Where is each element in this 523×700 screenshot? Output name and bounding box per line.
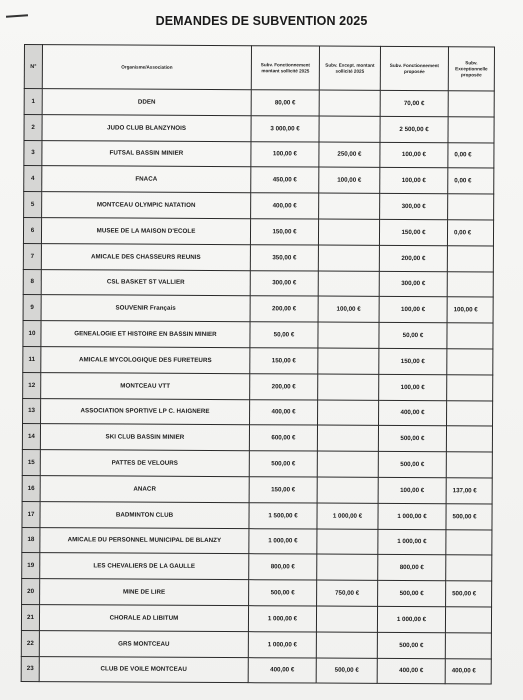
cell-requested-operating: 600,00 € [249, 425, 317, 451]
header-row [24, 45, 494, 91]
cell-proposed-operating: 500,00 € [378, 426, 446, 452]
cell-proposed-exceptional: 400,00 € [445, 658, 491, 684]
cell-org: DDEN [42, 89, 251, 116]
cell-proposed-operating: 800,00 € [378, 555, 446, 581]
cell-proposed-exceptional [447, 271, 493, 297]
cell-requested-operating: 50,00 € [250, 322, 318, 348]
cell-num: 15 [22, 450, 40, 476]
table-row [24, 192, 494, 220]
cell-proposed-exceptional [447, 323, 493, 349]
cell-proposed-exceptional [445, 632, 491, 658]
cell-proposed-exceptional: 500,00 € [446, 503, 492, 529]
cell-requested-exceptional [318, 245, 379, 271]
table-row [23, 295, 493, 323]
cell-requested-exceptional [318, 400, 379, 426]
cell-proposed-exceptional [447, 374, 493, 400]
table-row [22, 450, 492, 478]
cell-requested-operating: 1 500,00 € [249, 502, 317, 528]
cell-proposed-exceptional: 500,00 € [446, 581, 492, 607]
table-row [23, 269, 493, 297]
cell-num: 7 [23, 243, 41, 269]
cell-proposed-operating: 100,00 € [379, 374, 447, 400]
cell-requested-exceptional: 250,00 € [319, 142, 380, 168]
cell-proposed-operating: 300,00 € [379, 271, 447, 297]
cell-requested-exceptional [316, 606, 377, 632]
table-row [23, 217, 493, 245]
cell-org: CLUB DE VOILE MONTCEAU [39, 656, 248, 683]
cell-org: MONTCEAU VTT [41, 372, 250, 399]
cell-proposed-exceptional: 0,00 € [447, 220, 493, 246]
cell-requested-operating: 400,00 € [251, 193, 319, 219]
cell-proposed-exceptional: 100,00 € [447, 297, 493, 323]
table-row [23, 243, 493, 271]
cell-proposed-operating: 1 000,00 € [378, 529, 446, 555]
cell-org: FUTSAL BASSIN MINIER [42, 140, 251, 167]
cell-org: AMICALE DES CHASSEURS REUNIS [41, 243, 250, 270]
table-row [23, 346, 493, 374]
cell-org: AMICALE MYCOLOGIQUE DES FURETEURS [41, 347, 250, 374]
cell-proposed-operating: 100,00 € [380, 168, 448, 194]
cell-requested-operating: 150,00 € [250, 219, 318, 245]
cell-num: 23 [21, 656, 39, 682]
cell-proposed-operating: 500,00 € [377, 632, 445, 658]
cell-proposed-exceptional [447, 246, 493, 272]
table-row [21, 630, 491, 658]
cell-proposed-operating: 100,00 € [378, 477, 446, 503]
table-row [22, 424, 492, 452]
cell-requested-operating: 150,00 € [249, 477, 317, 503]
cell-num: 10 [23, 321, 41, 347]
cell-requested-operating: 100,00 € [251, 141, 319, 167]
table-row [23, 398, 493, 426]
cell-proposed-exceptional [448, 91, 494, 117]
cell-proposed-operating: 150,00 € [379, 348, 447, 374]
table-row [22, 579, 492, 607]
cell-requested-exceptional [317, 529, 378, 555]
cell-proposed-operating: 2 500,00 € [380, 116, 448, 142]
cell-org: MINE DE LIRE [40, 579, 249, 606]
header-org: Organisme/Association [42, 45, 251, 90]
cell-requested-exceptional [317, 477, 378, 503]
cell-proposed-exceptional [446, 555, 492, 581]
cell-requested-exceptional [318, 271, 379, 297]
header-requested-operating: Subv. Fonctionnement montant sollicité 2025 [251, 46, 319, 90]
cell-proposed-operating: 1 000,00 € [377, 606, 445, 632]
cell-proposed-operating: 400,00 € [379, 400, 447, 426]
cell-requested-exceptional [317, 451, 378, 477]
cell-proposed-exceptional [446, 529, 492, 555]
cell-requested-operating: 800,00 € [249, 554, 317, 580]
cell-requested-exceptional: 1 000,00 € [317, 503, 378, 529]
cell-num: 21 [21, 604, 39, 630]
cell-requested-operating: 1 000,00 € [248, 631, 316, 657]
cell-num: 11 [23, 346, 41, 372]
table-row [24, 89, 494, 117]
cell-org: SOUVENIR Français [41, 295, 250, 322]
cell-org: ANACR [40, 476, 249, 503]
cell-requested-exceptional: 100,00 € [319, 167, 380, 193]
table-header [24, 45, 494, 91]
cell-requested-operating: 1 000,00 € [249, 528, 317, 554]
cell-num: 2 [24, 114, 42, 140]
cell-proposed-exceptional [447, 400, 493, 426]
cell-num: 9 [23, 295, 41, 321]
table-row [22, 475, 492, 503]
cell-num: 8 [23, 269, 41, 295]
cell-num: 13 [23, 398, 41, 424]
cell-proposed-exceptional [446, 426, 492, 452]
cell-requested-operating: 400,00 € [250, 399, 318, 425]
cell-proposed-operating: 50,00 € [379, 323, 447, 349]
cell-requested-exceptional [319, 193, 380, 219]
table-body [21, 89, 494, 685]
cell-requested-operating: 1 000,00 € [248, 606, 316, 632]
cell-requested-exceptional [318, 219, 379, 245]
cell-proposed-operating: 500,00 € [378, 452, 446, 478]
cell-org: MUSEE DE LA MAISON D'ECOLE [41, 218, 250, 245]
table-row [24, 114, 494, 142]
cell-proposed-exceptional: 0,00 € [448, 142, 494, 168]
cell-requested-operating: 450,00 € [251, 167, 319, 193]
table-row [22, 501, 492, 529]
cell-num: 16 [22, 475, 40, 501]
cell-proposed-exceptional [446, 452, 492, 478]
cell-proposed-operating: 500,00 € [378, 580, 446, 606]
table-row [21, 604, 491, 632]
cell-proposed-operating: 200,00 € [379, 245, 447, 271]
header-requested-exceptional: Subv. Except. montant sollicité 2025 [319, 46, 380, 90]
cell-proposed-operating: 300,00 € [380, 194, 448, 220]
cell-num: 5 [24, 192, 42, 218]
cell-requested-exceptional [317, 425, 378, 451]
grants-table [21, 44, 495, 685]
cell-requested-exceptional: 500,00 € [316, 658, 377, 684]
table-row [23, 372, 493, 400]
cell-org: GENEALOGIE ET HISTOIRE EN BASSIN MINIER [41, 321, 250, 348]
cell-org: MONTCEAU OLYMPIC NATATION [42, 192, 251, 219]
cell-proposed-exceptional: 0,00 € [448, 168, 494, 194]
cell-proposed-exceptional [445, 607, 491, 633]
cell-proposed-operating: 100,00 € [380, 142, 448, 168]
cell-requested-exceptional: 100,00 € [318, 296, 379, 322]
cell-org: JUDO CLUB BLANZYNOIS [42, 114, 251, 141]
cell-requested-exceptional [318, 322, 379, 348]
cell-requested-operating: 3 000,00 € [251, 115, 319, 141]
cell-num: 3 [24, 140, 42, 166]
cell-requested-operating: 400,00 € [248, 657, 316, 683]
cell-num: 18 [22, 527, 40, 553]
cell-proposed-exceptional [448, 194, 494, 220]
cell-org: AMICALE DU PERSONNEL MUNICIPAL DE BLANZY [40, 527, 249, 554]
cell-org: PATTES DE VELOURS [40, 450, 249, 477]
cell-requested-operating: 200,00 € [250, 373, 318, 399]
table-row [23, 321, 493, 349]
table-row [22, 553, 492, 581]
cell-proposed-operating: 100,00 € [379, 297, 447, 323]
table-row [24, 166, 494, 194]
header-num: N° [24, 45, 42, 89]
cell-proposed-exceptional: 137,00 € [446, 478, 492, 504]
table-row [21, 656, 491, 684]
cell-requested-exceptional [317, 554, 378, 580]
cell-requested-operating: 300,00 € [250, 270, 318, 296]
cell-requested-exceptional [318, 348, 379, 374]
cell-requested-exceptional [318, 374, 379, 400]
cell-num: 1 [24, 89, 42, 115]
cell-requested-exceptional [319, 90, 380, 116]
cell-org: ASSOCIATION SPORTIVE LP C. HAIGNERE [41, 398, 250, 425]
cell-requested-operating: 150,00 € [250, 348, 318, 374]
cell-requested-exceptional [319, 116, 380, 142]
cell-num: 6 [23, 217, 41, 243]
cell-proposed-exceptional [447, 349, 493, 375]
cell-org: LES CHEVALIERS DE LA GAULLE [40, 553, 249, 580]
cell-org: FNACA [42, 166, 251, 193]
cell-org: CSL BASKET ST VALLIER [41, 269, 250, 296]
cell-proposed-exceptional [448, 117, 494, 143]
cell-num: 22 [21, 630, 39, 656]
cell-org: CHORALE AD LIBITUM [39, 605, 248, 632]
table-row [22, 527, 492, 555]
cell-requested-exceptional: 750,00 € [317, 580, 378, 606]
cell-requested-operating: 500,00 € [249, 451, 317, 477]
cell-org: SKI CLUB BASSIN MINIER [40, 424, 249, 451]
header-proposed-operating: Subv. Fonctionnement proposée [380, 46, 448, 90]
table-row [24, 140, 494, 168]
cell-num: 4 [24, 166, 42, 192]
cell-proposed-operating: 1 000,00 € [378, 503, 446, 529]
cell-org: GRS MONTCEAU [39, 630, 248, 657]
cell-num: 20 [22, 579, 40, 605]
cell-requested-operating: 80,00 € [251, 90, 319, 116]
cell-num: 14 [22, 424, 40, 450]
cell-proposed-operating: 150,00 € [379, 219, 447, 245]
cell-org: BADMINTON CLUB [40, 501, 249, 528]
cell-num: 19 [22, 553, 40, 579]
cell-num: 17 [22, 501, 40, 527]
cell-requested-operating: 200,00 € [250, 296, 318, 322]
cell-requested-operating: 500,00 € [249, 580, 317, 606]
header-proposed-exceptional: Subv. Exceptionnelle proposée [448, 47, 494, 91]
cell-proposed-operating: 70,00 € [380, 90, 448, 116]
document-title: DEMANDES DE SUBVENTION 2025 [155, 14, 368, 28]
cell-proposed-operating: 400,00 € [377, 658, 445, 684]
cell-requested-operating: 350,00 € [250, 244, 318, 270]
cell-requested-exceptional [316, 632, 377, 658]
cell-num: 12 [23, 372, 41, 398]
